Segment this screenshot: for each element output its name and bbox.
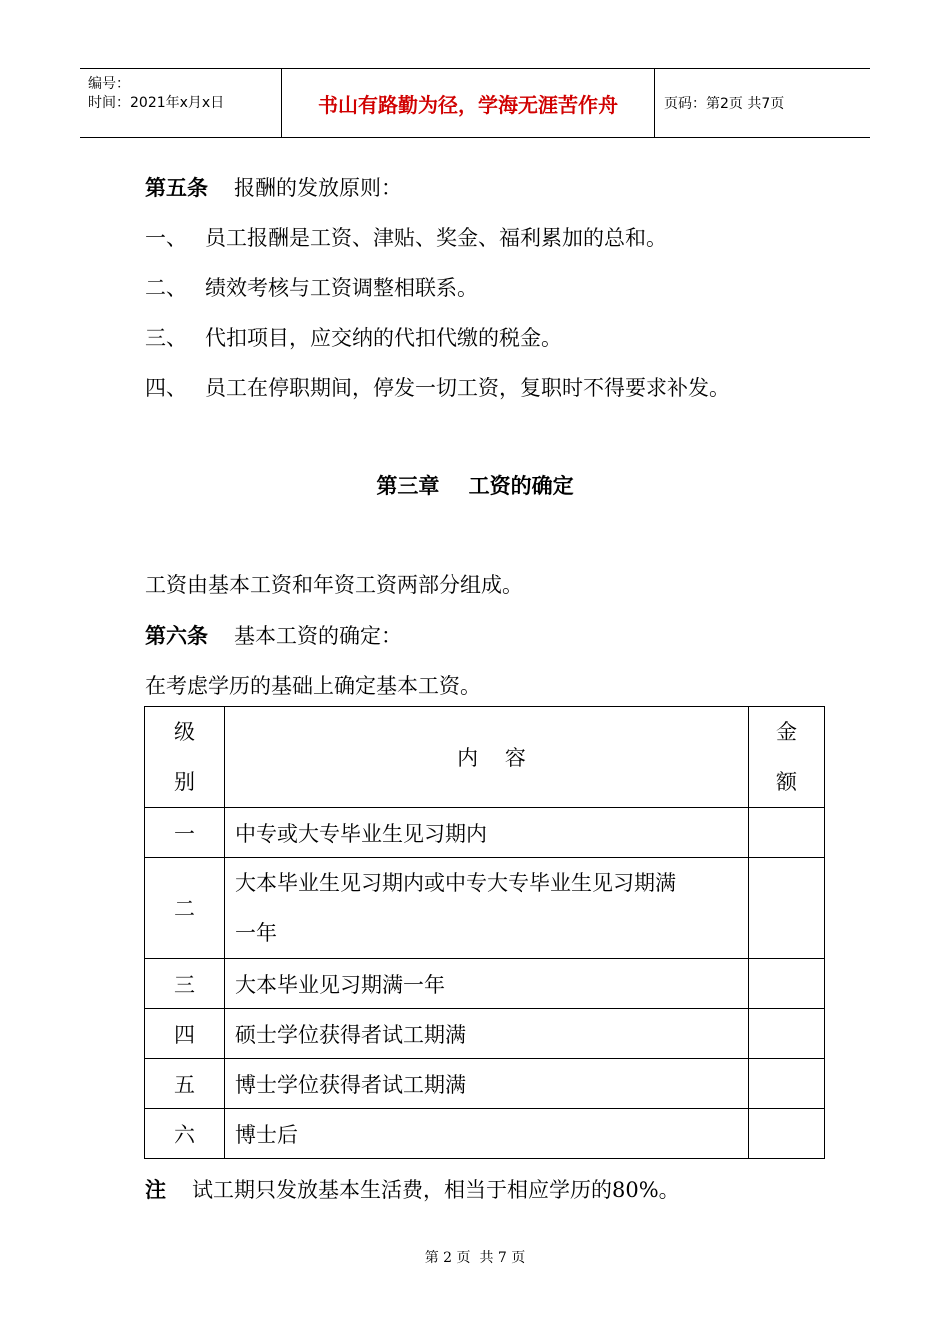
article6-desc: 在考虑学历的基础上确定基本工资。 xyxy=(145,674,481,698)
article6-title: 基本工资的确定： xyxy=(234,624,402,648)
table-row xyxy=(145,1109,825,1159)
level-cell: 六 xyxy=(145,1109,225,1159)
amount-cell xyxy=(749,1059,825,1109)
header-motto-cell xyxy=(281,69,655,137)
list-item xyxy=(145,272,478,302)
article5-heading: 第五条 xyxy=(145,175,208,200)
content-cell: 中专或大专毕业生见习期内 xyxy=(225,808,749,858)
list-item xyxy=(145,222,667,252)
header-meta-cell xyxy=(80,69,281,137)
header-amount-char-2: 额 xyxy=(776,770,797,794)
list-item-text: 员工在停职期间，停发一切工资，复职时不得要求补发。 xyxy=(205,376,730,400)
table-row xyxy=(145,959,825,1009)
amount-cell xyxy=(749,858,825,959)
level-cell: 二 xyxy=(145,858,225,959)
list-item-text: 代扣项目，应交纳的代扣代缴的税金。 xyxy=(205,326,562,350)
list-item-text: 绩效考核与工资调整相联系。 xyxy=(205,276,478,300)
list-item-number: 二、 xyxy=(145,276,187,300)
article5-line xyxy=(145,172,402,202)
list-item-number: 一、 xyxy=(145,226,187,250)
content-cell: 大本毕业见习期满一年 xyxy=(225,959,749,1009)
article5-title: 报酬的发放原则： xyxy=(234,176,402,200)
header-level-cell xyxy=(145,707,225,808)
note-line xyxy=(145,1174,680,1204)
page-footer: 第 2 页 共 7 页 xyxy=(424,1250,526,1266)
amount-cell xyxy=(749,1109,825,1159)
list-item xyxy=(145,372,730,402)
list-item-number: 三、 xyxy=(145,326,187,350)
list-item-text: 员工报酬是工资、津贴、奖金、福利累加的总和。 xyxy=(205,226,667,250)
level-cell: 四 xyxy=(145,1009,225,1059)
content-cell: 博士学位获得者试工期满 xyxy=(225,1059,749,1109)
header-motto: 书山有路勤为径，学海无涯苦作舟 xyxy=(318,92,618,117)
level-cell: 三 xyxy=(145,959,225,1009)
article6-heading: 第六条 xyxy=(145,623,208,648)
list-item xyxy=(145,322,562,352)
note-label: 注 xyxy=(145,1177,166,1202)
list-item-number: 四、 xyxy=(145,376,187,400)
table-row xyxy=(145,1059,825,1109)
table-row xyxy=(145,808,825,858)
chapter-title: 第三章 工资的确定 xyxy=(376,473,574,498)
header-content-cell: 内 容 xyxy=(225,707,749,808)
amount-cell xyxy=(749,1009,825,1059)
header-level-char-1: 级 xyxy=(174,720,195,744)
header-time-label: 时间：2021年x月x日 xyxy=(88,95,225,111)
salary-level-table xyxy=(144,706,825,1159)
document-header xyxy=(80,68,870,138)
header-amount-cell xyxy=(749,707,825,808)
content-cell xyxy=(225,858,749,959)
table-header-row xyxy=(145,707,825,808)
content-cell: 硕士学位获得者试工期满 xyxy=(225,1009,749,1059)
article6-line xyxy=(145,620,402,650)
amount-cell xyxy=(749,808,825,858)
header-number-label: 编号： xyxy=(88,76,130,92)
content-cell: 博士后 xyxy=(225,1109,749,1159)
header-amount-char-1: 金 xyxy=(776,720,797,744)
note-text: 试工期只发放基本生活费，相当于相应学历的80%。 xyxy=(192,1178,680,1202)
header-page-info: 页码：第2页 共7页 xyxy=(664,96,785,112)
table-row xyxy=(145,858,825,959)
intro-paragraph: 工资由基本工资和年资工资两部分组成。 xyxy=(145,573,523,597)
content-line-2: 一年 xyxy=(235,921,277,945)
header-page-cell xyxy=(654,69,870,137)
content-line-1: 大本毕业生见习期内或中专大专毕业生见习期满 xyxy=(235,871,676,895)
level-cell: 五 xyxy=(145,1059,225,1109)
table-row xyxy=(145,1009,825,1059)
level-cell: 一 xyxy=(145,808,225,858)
amount-cell xyxy=(749,959,825,1009)
header-level-char-2: 别 xyxy=(174,770,195,794)
